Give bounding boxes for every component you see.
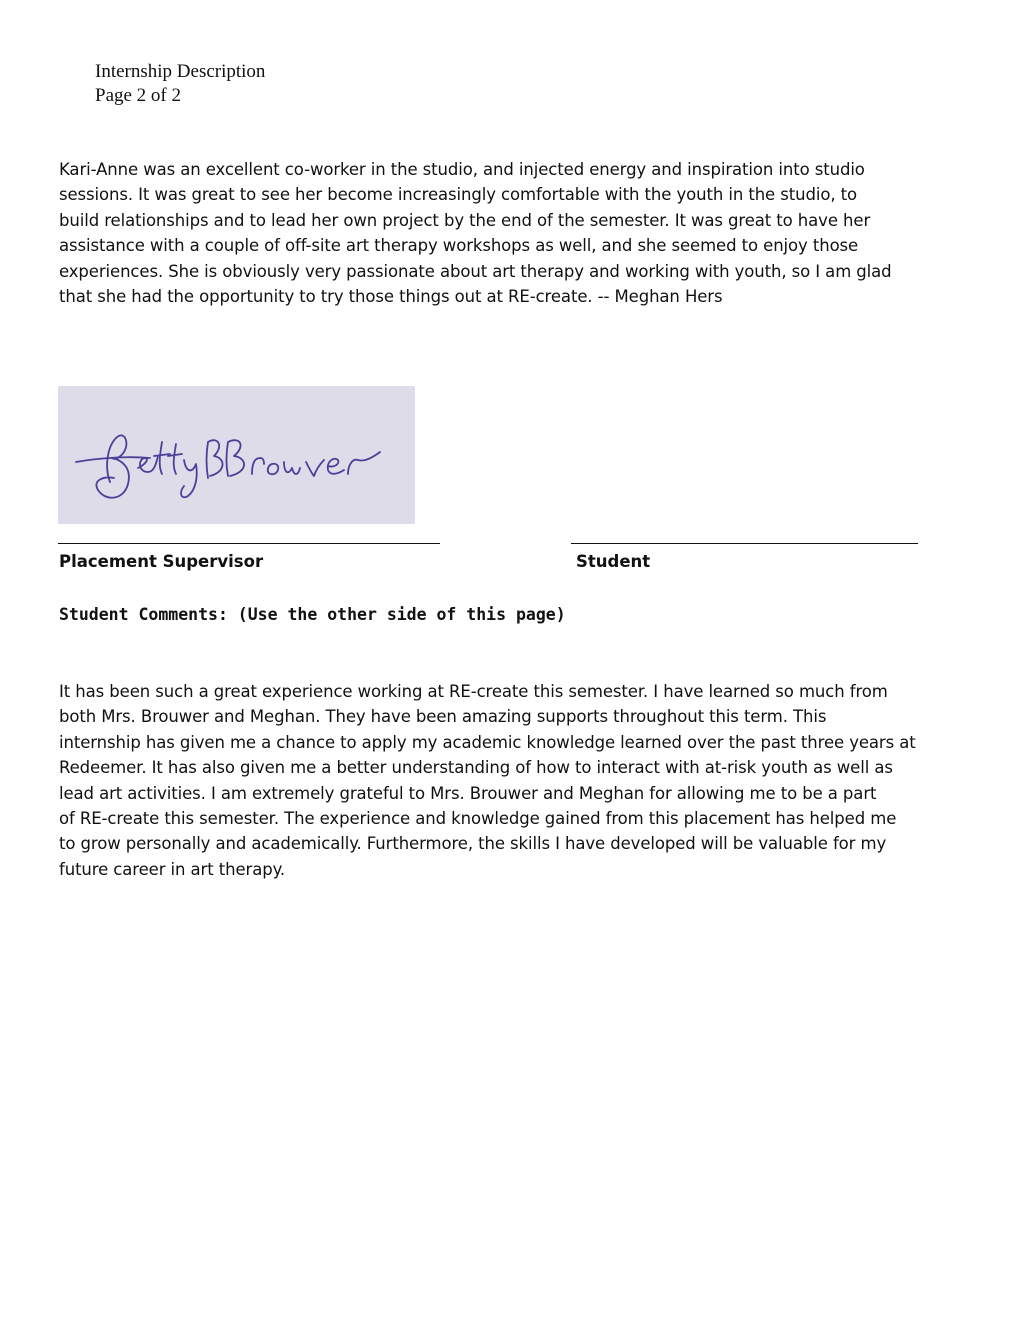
paragraph-line: Redeemer. It has also given me a better understanding of how to interact with at-risk youth as well as [59, 758, 893, 778]
paragraph-line: assistance with a couple of off-site art therapy workshops as well, and she seemed to enjoy those [59, 236, 859, 256]
paragraph-line: build relationships and to lead her own project by the end of the semester. It was great to have her [59, 210, 871, 230]
paragraph-line: both Mrs. Brouwer and Meghan. They have been amazing supports throughout this term. This [59, 707, 827, 727]
page-number: Page 2 of 2 [95, 85, 182, 106]
paragraph-line: internship has given me a chance to apply my academic knowledge learned over the past three years at [59, 732, 916, 752]
paragraph-line: lead art activities. I am extremely grateful to Mrs. Brouwer and Meghan for allowing me to be a part [59, 783, 877, 803]
document-title: Internship Description [95, 61, 266, 82]
signature-strokes [76, 435, 380, 497]
supervisor-signature-line [58, 543, 440, 544]
paragraph-line: future career in art therapy. [59, 859, 286, 879]
supervisor-signature-image [58, 386, 415, 524]
signature-scribble [58, 386, 415, 524]
paragraph-line: experiences. She is obviously very passionate about art therapy and working with youth, so I am glad [59, 261, 892, 281]
paragraph-line: to grow personally and academically. Furthermore, the skills I have developed will be valuable for my [59, 834, 887, 854]
paragraph-line: Kari-Anne was an excellent co-worker in the studio, and injected energy and inspiration into studio [59, 160, 865, 179]
paragraph-line: that she had the opportunity to try those things out at RE-create. -- Meghan Hers [59, 287, 723, 307]
student-comments-heading: Student Comments: (Use the other side of this page) [59, 605, 566, 624]
student-signature-line [571, 543, 918, 544]
student-comment-paragraph [59, 679, 959, 882]
paragraph-line: sessions. It was great to see her become increasingly comfortable with the youth in the studio, to [59, 185, 857, 205]
placement-supervisor-label: Placement Supervisor [59, 552, 264, 571]
student-label: Student [576, 552, 651, 571]
paragraph-line: of RE-create this semester. The experience and knowledge gained from this placement has helped me [59, 809, 897, 829]
paragraph-line: It has been such a great experience working at RE-create this semester. I have learned so much from [59, 682, 888, 701]
document-header [95, 60, 265, 108]
supervisor-comment-paragraph [59, 157, 959, 309]
